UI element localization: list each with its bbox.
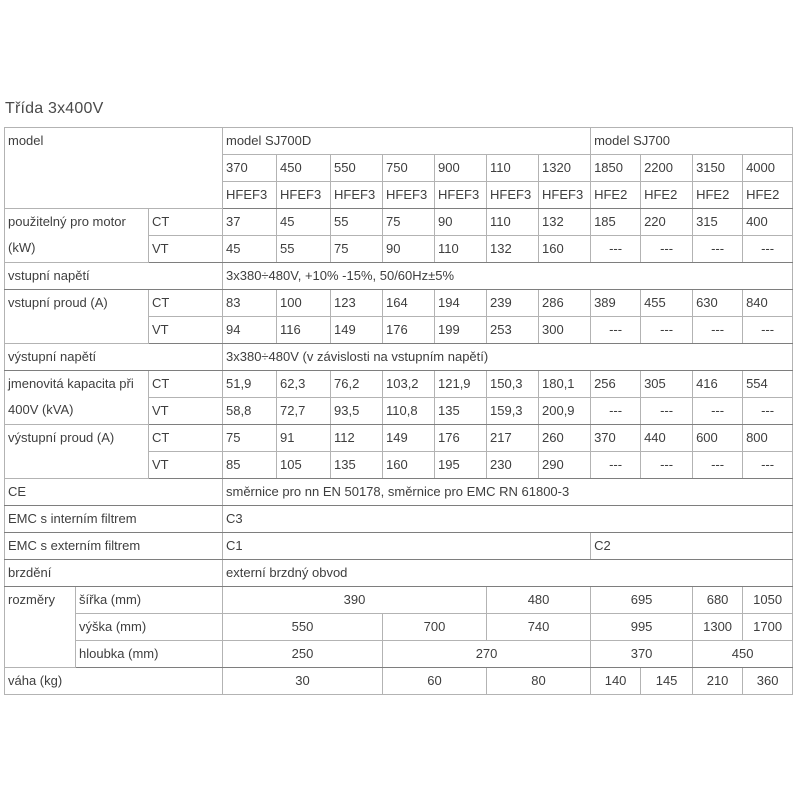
emc-external-value-sj700: C2 [591,533,793,560]
height-value: 995 [591,614,693,641]
value-cell: --- [591,398,641,425]
label-height: výška (mm) [76,614,223,641]
height-value: 1300 [693,614,743,641]
type-cell: HFE2 [641,182,693,209]
rating-cell: 4000 [743,155,793,182]
weight-value: 210 [693,668,743,695]
value-cell: 55 [277,236,331,263]
value-cell: 159,3 [487,398,539,425]
value-cell: 800 [743,425,793,452]
value-cell: 112 [331,425,383,452]
rating-cell: 900 [435,155,487,182]
width-value: 390 [223,587,487,614]
row-depth [5,641,793,668]
label-output-current: výstupní proud (A) [5,425,149,479]
row-input-voltage [5,263,793,290]
label-motor-line1: použitelný pro motor [8,214,126,229]
value-cell: 195 [435,452,487,479]
value-cell: 132 [539,209,591,236]
value-cell: --- [641,236,693,263]
value-cell: 256 [591,371,641,398]
weight-value: 140 [591,668,641,695]
value-cell: 76,2 [331,371,383,398]
value-cell: --- [743,398,793,425]
value-cell: --- [693,452,743,479]
value-cell: 455 [641,290,693,317]
type-cell: HFEF3 [435,182,487,209]
label-capacity [5,371,149,425]
sub-label-vt: VT [149,398,223,425]
rating-cell: 1850 [591,155,641,182]
value-cell: --- [743,317,793,344]
sub-label-vt: VT [149,236,223,263]
value-cell: 103,2 [383,371,435,398]
row-output-voltage [5,344,793,371]
value-cell: 253 [487,317,539,344]
value-cell: 72,7 [277,398,331,425]
value-cell: --- [641,452,693,479]
weight-value: 60 [383,668,487,695]
ce-value: směrnice pro nn EN 50178, směrnice pro EMC RN 61800-3 [223,479,793,506]
row-motor-ct [5,209,793,236]
value-cell: 554 [743,371,793,398]
type-cell: HFE2 [693,182,743,209]
spec-table [4,127,793,695]
label-output-voltage: výstupní napětí [5,344,223,371]
label-braking: brzdění [5,560,223,587]
emc-external-value-sj700d: C1 [223,533,591,560]
value-cell: 440 [641,425,693,452]
value-cell: 230 [487,452,539,479]
value-cell: 85 [223,452,277,479]
rating-cell: 2200 [641,155,693,182]
sub-label-ct: CT [149,209,223,236]
input-voltage-value: 3x380÷480V, +10% -15%, 50/60Hz±5% [223,263,793,290]
sub-label-ct: CT [149,425,223,452]
type-cell: HFEF3 [331,182,383,209]
value-cell: 194 [435,290,487,317]
rating-cell: 370 [223,155,277,182]
label-ce: CE [5,479,223,506]
label-dimensions: rozměry [5,587,76,668]
type-cell: HFEF3 [223,182,277,209]
rating-cell: 1320 [539,155,591,182]
value-cell: 105 [277,452,331,479]
row-ce [5,479,793,506]
weight-value: 145 [641,668,693,695]
value-cell: 93,5 [331,398,383,425]
value-cell: --- [591,317,641,344]
rating-cell: 750 [383,155,435,182]
value-cell: 180,1 [539,371,591,398]
value-cell: 45 [223,236,277,263]
value-cell: 600 [693,425,743,452]
width-value: 680 [693,587,743,614]
value-cell: 630 [693,290,743,317]
rating-cell: 450 [277,155,331,182]
value-cell: 315 [693,209,743,236]
value-cell: 75 [223,425,277,452]
depth-value: 250 [223,641,383,668]
value-cell: --- [591,236,641,263]
header-sj700: model SJ700 [591,128,793,155]
sub-label-ct: CT [149,290,223,317]
weight-value: 360 [743,668,793,695]
value-cell: 416 [693,371,743,398]
value-cell: 200,9 [539,398,591,425]
label-motor [5,209,149,263]
height-value: 550 [223,614,383,641]
width-value: 480 [487,587,591,614]
row-output-current-ct [5,425,793,452]
type-cell: HFEF3 [277,182,331,209]
label-input-current: vstupní proud (A) [5,290,149,344]
type-cell: HFEF3 [383,182,435,209]
label-weight: váha (kg) [5,668,223,695]
height-value: 1700 [743,614,793,641]
value-cell: 185 [591,209,641,236]
row-emc-internal [5,506,793,533]
height-value: 740 [487,614,591,641]
depth-value: 450 [693,641,793,668]
rating-cell: 550 [331,155,383,182]
value-cell: 55 [331,209,383,236]
value-cell: --- [693,236,743,263]
row-model-header [5,128,793,155]
height-value: 700 [383,614,487,641]
value-cell: 135 [331,452,383,479]
value-cell: --- [641,398,693,425]
braking-value: externí brzdný obvod [223,560,793,587]
row-capacity-ct [5,371,793,398]
value-cell: 110 [435,236,487,263]
type-cell: HFE2 [591,182,641,209]
row-braking [5,560,793,587]
value-cell: 75 [331,236,383,263]
sub-label-vt: VT [149,317,223,344]
value-cell: 37 [223,209,277,236]
weight-value: 80 [487,668,591,695]
value-cell: 150,3 [487,371,539,398]
value-cell: 91 [277,425,331,452]
value-cell: 260 [539,425,591,452]
sub-label-vt: VT [149,452,223,479]
value-cell: 149 [331,317,383,344]
value-cell: 58,8 [223,398,277,425]
label-model: model [5,128,223,209]
value-cell: 135 [435,398,487,425]
value-cell: 45 [277,209,331,236]
value-cell: 286 [539,290,591,317]
value-cell: 239 [487,290,539,317]
row-height [5,614,793,641]
value-cell: 370 [591,425,641,452]
label-capacity-line2: 400V (kVA) [8,402,74,417]
value-cell: 199 [435,317,487,344]
value-cell: 51,9 [223,371,277,398]
value-cell: 176 [383,317,435,344]
value-cell: --- [641,317,693,344]
row-weight [5,668,793,695]
value-cell: 75 [383,209,435,236]
value-cell: 290 [539,452,591,479]
label-capacity-line1: jmenovitá kapacita při [8,376,134,391]
depth-value: 270 [383,641,591,668]
label-emc-internal: EMC s interním filtrem [5,506,223,533]
output-voltage-value: 3x380÷480V (v závislosti na vstupním napětí) [223,344,793,371]
value-cell: 840 [743,290,793,317]
row-input-current-ct [5,290,793,317]
page-title: Třída 3x400V [5,100,104,117]
value-cell: 94 [223,317,277,344]
rating-cell: 110 [487,155,539,182]
row-width [5,587,793,614]
sub-label-ct: CT [149,371,223,398]
value-cell: 116 [277,317,331,344]
value-cell: 132 [487,236,539,263]
label-emc-external: EMC s externím filtrem [5,533,223,560]
value-cell: 110,8 [383,398,435,425]
value-cell: --- [743,236,793,263]
value-cell: 160 [539,236,591,263]
label-depth: hloubka (mm) [76,641,223,668]
value-cell: 90 [435,209,487,236]
value-cell: 176 [435,425,487,452]
value-cell: 149 [383,425,435,452]
header-sj700d: model SJ700D [223,128,591,155]
value-cell: 123 [331,290,383,317]
row-emc-external [5,533,793,560]
value-cell: 90 [383,236,435,263]
type-cell: HFE2 [743,182,793,209]
value-cell: 110 [487,209,539,236]
value-cell: 100 [277,290,331,317]
type-cell: HFEF3 [487,182,539,209]
emc-internal-value: C3 [223,506,793,533]
value-cell: 121,9 [435,371,487,398]
label-motor-line2: (kW) [8,240,36,255]
value-cell: 217 [487,425,539,452]
value-cell: --- [591,452,641,479]
value-cell: 160 [383,452,435,479]
width-value: 695 [591,587,693,614]
type-cell: HFEF3 [539,182,591,209]
value-cell: --- [693,317,743,344]
value-cell: 400 [743,209,793,236]
weight-value: 30 [223,668,383,695]
value-cell: 389 [591,290,641,317]
value-cell: 164 [383,290,435,317]
rating-cell: 3150 [693,155,743,182]
value-cell: 62,3 [277,371,331,398]
label-input-voltage: vstupní napětí [5,263,223,290]
value-cell: 220 [641,209,693,236]
label-width: šířka (mm) [76,587,223,614]
value-cell: 83 [223,290,277,317]
value-cell: --- [693,398,743,425]
depth-value: 370 [591,641,693,668]
width-value: 1050 [743,587,793,614]
value-cell: 305 [641,371,693,398]
value-cell: 300 [539,317,591,344]
value-cell: --- [743,452,793,479]
